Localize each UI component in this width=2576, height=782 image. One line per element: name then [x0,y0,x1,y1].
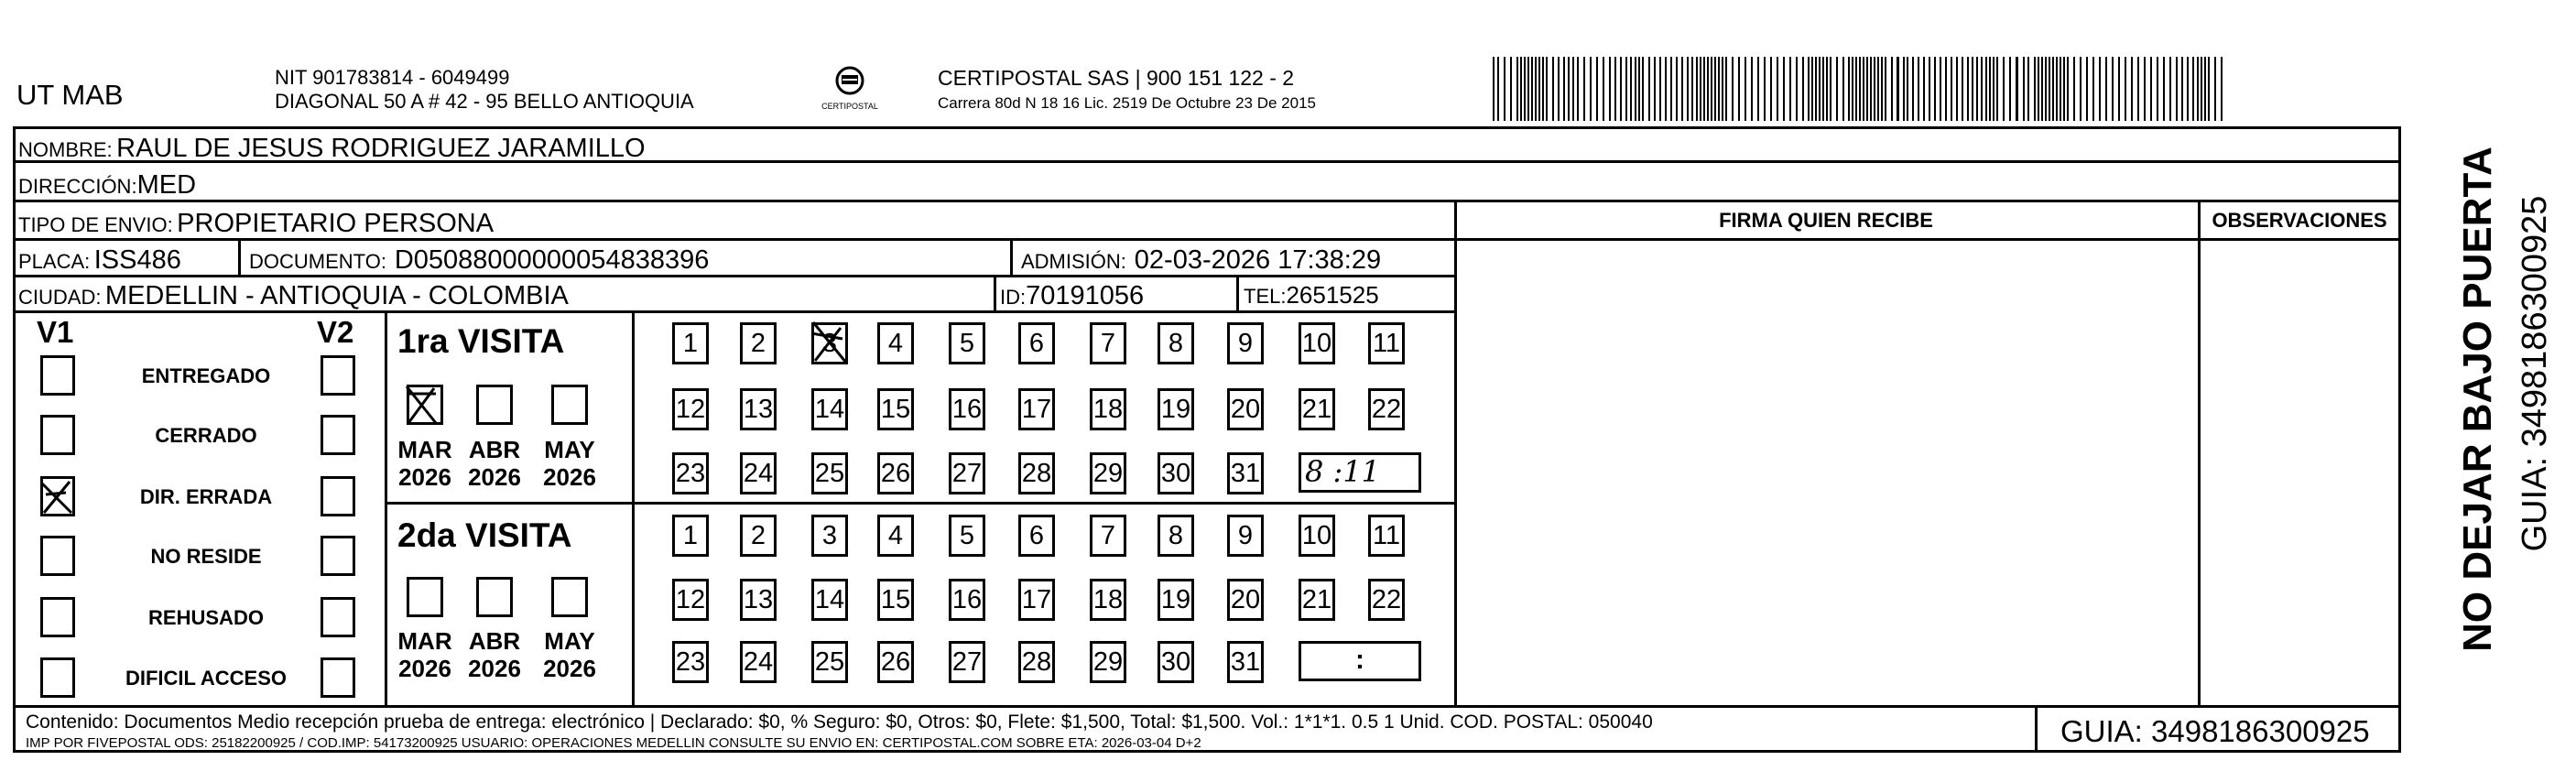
v1-header: V1 [37,315,74,349]
day-box[interactable]: 7 [1090,515,1126,557]
day-box[interactable]: 31 [1227,641,1264,683]
v2-header: V2 [317,315,354,349]
month-year: 2026 [468,462,521,491]
firma-header: FIRMA QUIEN RECIBE [1719,209,1933,232]
day-box[interactable]: 14 [811,579,848,621]
day-box[interactable]: 14 [811,388,848,430]
day-box[interactable]: 23 [672,641,709,683]
contenido-text: Contenido: Documentos Medio recepción prueba de entrega: electrónico | Declarado: $0, % Seguro: $0, Otros: $0, Flete: $1,500, Total: $1,500. Vol.: 1*1*1. 0.5 1 Unid. COD. POSTAL: 050040 [26,711,1653,733]
day-box[interactable]: 6 [1018,322,1055,364]
id-value: 70191056 [1026,281,1145,310]
day-box[interactable]: 16 [949,579,985,621]
day-box[interactable]: 2 [740,515,777,557]
direccion-label: DIRECCIÓN: [18,175,137,198]
recipient-name: RAUL DE JESUS RODRIGUEZ JARAMILLO [116,134,646,163]
day-box[interactable]: 24 [740,452,777,494]
day-box[interactable]: 1 [672,515,709,557]
status-label: DIFICIL ACCESO [125,667,287,690]
status-label: DIR. ERRADA [139,485,273,508]
status-label: NO RESIDE [150,545,262,568]
day-box[interactable]: 16 [949,388,985,430]
day-box[interactable]: 11 [1368,322,1405,364]
footer-guia: GUIA: 3498186300925 [2060,714,2370,748]
day-box[interactable]: 21 [1299,579,1335,621]
day-box[interactable]: 8 [1158,515,1194,557]
day-box[interactable]: 2 [740,322,777,364]
day-box[interactable]: 4 [877,515,914,557]
no-dejar-bajo-puerta: NO DEJAR BAJO PUERTA [2455,147,2500,652]
month-name: MAR [397,436,452,463]
day-box[interactable]: 13 [740,388,777,430]
day-box[interactable]: 19 [1158,579,1194,621]
day-box[interactable]: 3 [811,515,848,557]
status-label: CERRADO [155,424,257,447]
day-box[interactable]: 15 [877,388,914,430]
day-box[interactable]: 20 [1227,388,1264,430]
month-name: MAY [544,436,595,463]
day-box[interactable]: 1 [672,322,709,364]
day-box[interactable]: 30 [1158,641,1194,683]
day-box[interactable]: 18 [1090,579,1126,621]
month-name: MAY [544,627,595,655]
day-box[interactable]: 9 [1227,515,1264,557]
day-box[interactable]: 15 [877,579,914,621]
day-box[interactable]: 9 [1227,322,1264,364]
side-guia: GUIA: 3498186300925 [2516,195,2554,552]
admision-value: 02-03-2026 17:38:29 [1134,245,1382,275]
day-box[interactable]: 6 [1018,515,1055,557]
month-year: 2026 [398,654,451,682]
day-box[interactable]: 22 [1368,579,1405,621]
day-box[interactable]: 29 [1090,452,1126,494]
month-name: MAR [397,627,452,655]
day-box[interactable]: 10 [1299,322,1335,364]
day-box[interactable]: 11 [1368,515,1405,557]
day-box[interactable]: 30 [1158,452,1194,494]
second-visit-time-placeholder: : [1355,645,1364,675]
admision-label: ADMISIÓN: [1021,250,1126,273]
logo-caption: CERTIPOSTAL [821,102,878,111]
observaciones-header: OBSERVACIONES [2212,209,2387,232]
first-visit-title: 1ra VISITA [397,322,565,360]
nit-text: NIT 901783814 - 6049499 [275,66,510,89]
day-box[interactable]: 21 [1299,388,1335,430]
day-box[interactable]: 7 [1090,322,1126,364]
first-visit-time: 8 :11 [1305,454,1381,489]
day-box[interactable]: 24 [740,641,777,683]
day-box[interactable]: 10 [1299,515,1335,557]
day-box[interactable]: 26 [877,452,914,494]
day-box[interactable]: 19 [1158,388,1194,430]
ciudad-label: CIUDAD: [18,286,102,309]
documento-label: DOCUMENTO: [249,250,386,273]
nombre-label: NOMBRE: [18,138,113,161]
id-label: ID: [1000,286,1027,309]
day-box[interactable]: 18 [1090,388,1126,430]
month-name: ABR [468,627,521,655]
company-name: UT MAB [16,79,124,111]
day-box[interactable]: 20 [1227,579,1264,621]
month-year: 2026 [468,654,521,682]
placa-value: ISS486 [93,245,181,275]
day-box[interactable]: 8 [1158,322,1194,364]
recipient-address: MED [136,170,197,200]
day-box[interactable]: 5 [949,515,985,557]
tipo-envio: PROPIETARIO PERSONA [177,209,495,238]
month-year: 2026 [398,462,451,491]
day-box[interactable]: 25 [811,641,848,683]
tel-value: 2651525 [1286,281,1379,309]
day-box[interactable]: 26 [877,641,914,683]
day-box[interactable]: 23 [672,452,709,494]
day-box[interactable]: 28 [1018,452,1055,494]
day-box[interactable]: 12 [672,579,709,621]
status-label: REHUSADO [148,606,264,629]
day-box[interactable]: 3 [811,322,848,364]
status-label: ENTREGADO [141,364,271,387]
month-name: ABR [468,436,521,463]
day-box[interactable]: 17 [1018,579,1055,621]
day-box[interactable]: 17 [1018,388,1055,430]
tel-label: TEL: [1244,285,1287,308]
day-box[interactable]: 27 [949,641,985,683]
imp-text: IMP POR FIVEPOSTAL ODS: 25182200925 / COD.IMP: 54173200925 USUARIO: OPERACIONES MEDELLIN CONSULTE SU ENVIO EN: CERTIPOSTAL.COM SOBRE ETA: 2026-03-04 D+2 [26,735,1201,751]
courier-name: CERTIPOSTAL SAS | 900 151 122 - 2 [938,66,1295,90]
day-box[interactable]: 12 [672,388,709,430]
day-box[interactable]: 13 [740,579,777,621]
day-box[interactable]: 25 [811,452,848,494]
placa-label: PLACA: [18,250,91,273]
day-box[interactable]: 31 [1227,452,1264,494]
courier-license: Carrera 80d N 18 16 Lic. 2519 De Octubre 23 De 2015 [938,94,1316,112]
day-box[interactable]: 22 [1368,388,1405,430]
second-visit-title: 2da VISITA [397,516,572,554]
sender-address: DIAGONAL 50 A # 42 - 95 BELLO ANTIOQUIA [275,90,694,113]
month-year: 2026 [543,654,596,682]
day-box[interactable]: 28 [1018,641,1055,683]
day-box[interactable]: 4 [877,322,914,364]
ciudad-value: MEDELLIN - ANTIOQUIA - COLOMBIA [104,281,569,310]
day-box[interactable]: 5 [949,322,985,364]
day-box[interactable]: 27 [949,452,985,494]
day-box[interactable]: 29 [1090,641,1126,683]
month-year: 2026 [543,462,596,491]
documento-value: D05088000000054838396 [394,245,710,275]
tipo-envio-label: TIPO DE ENVIO: [18,213,173,236]
